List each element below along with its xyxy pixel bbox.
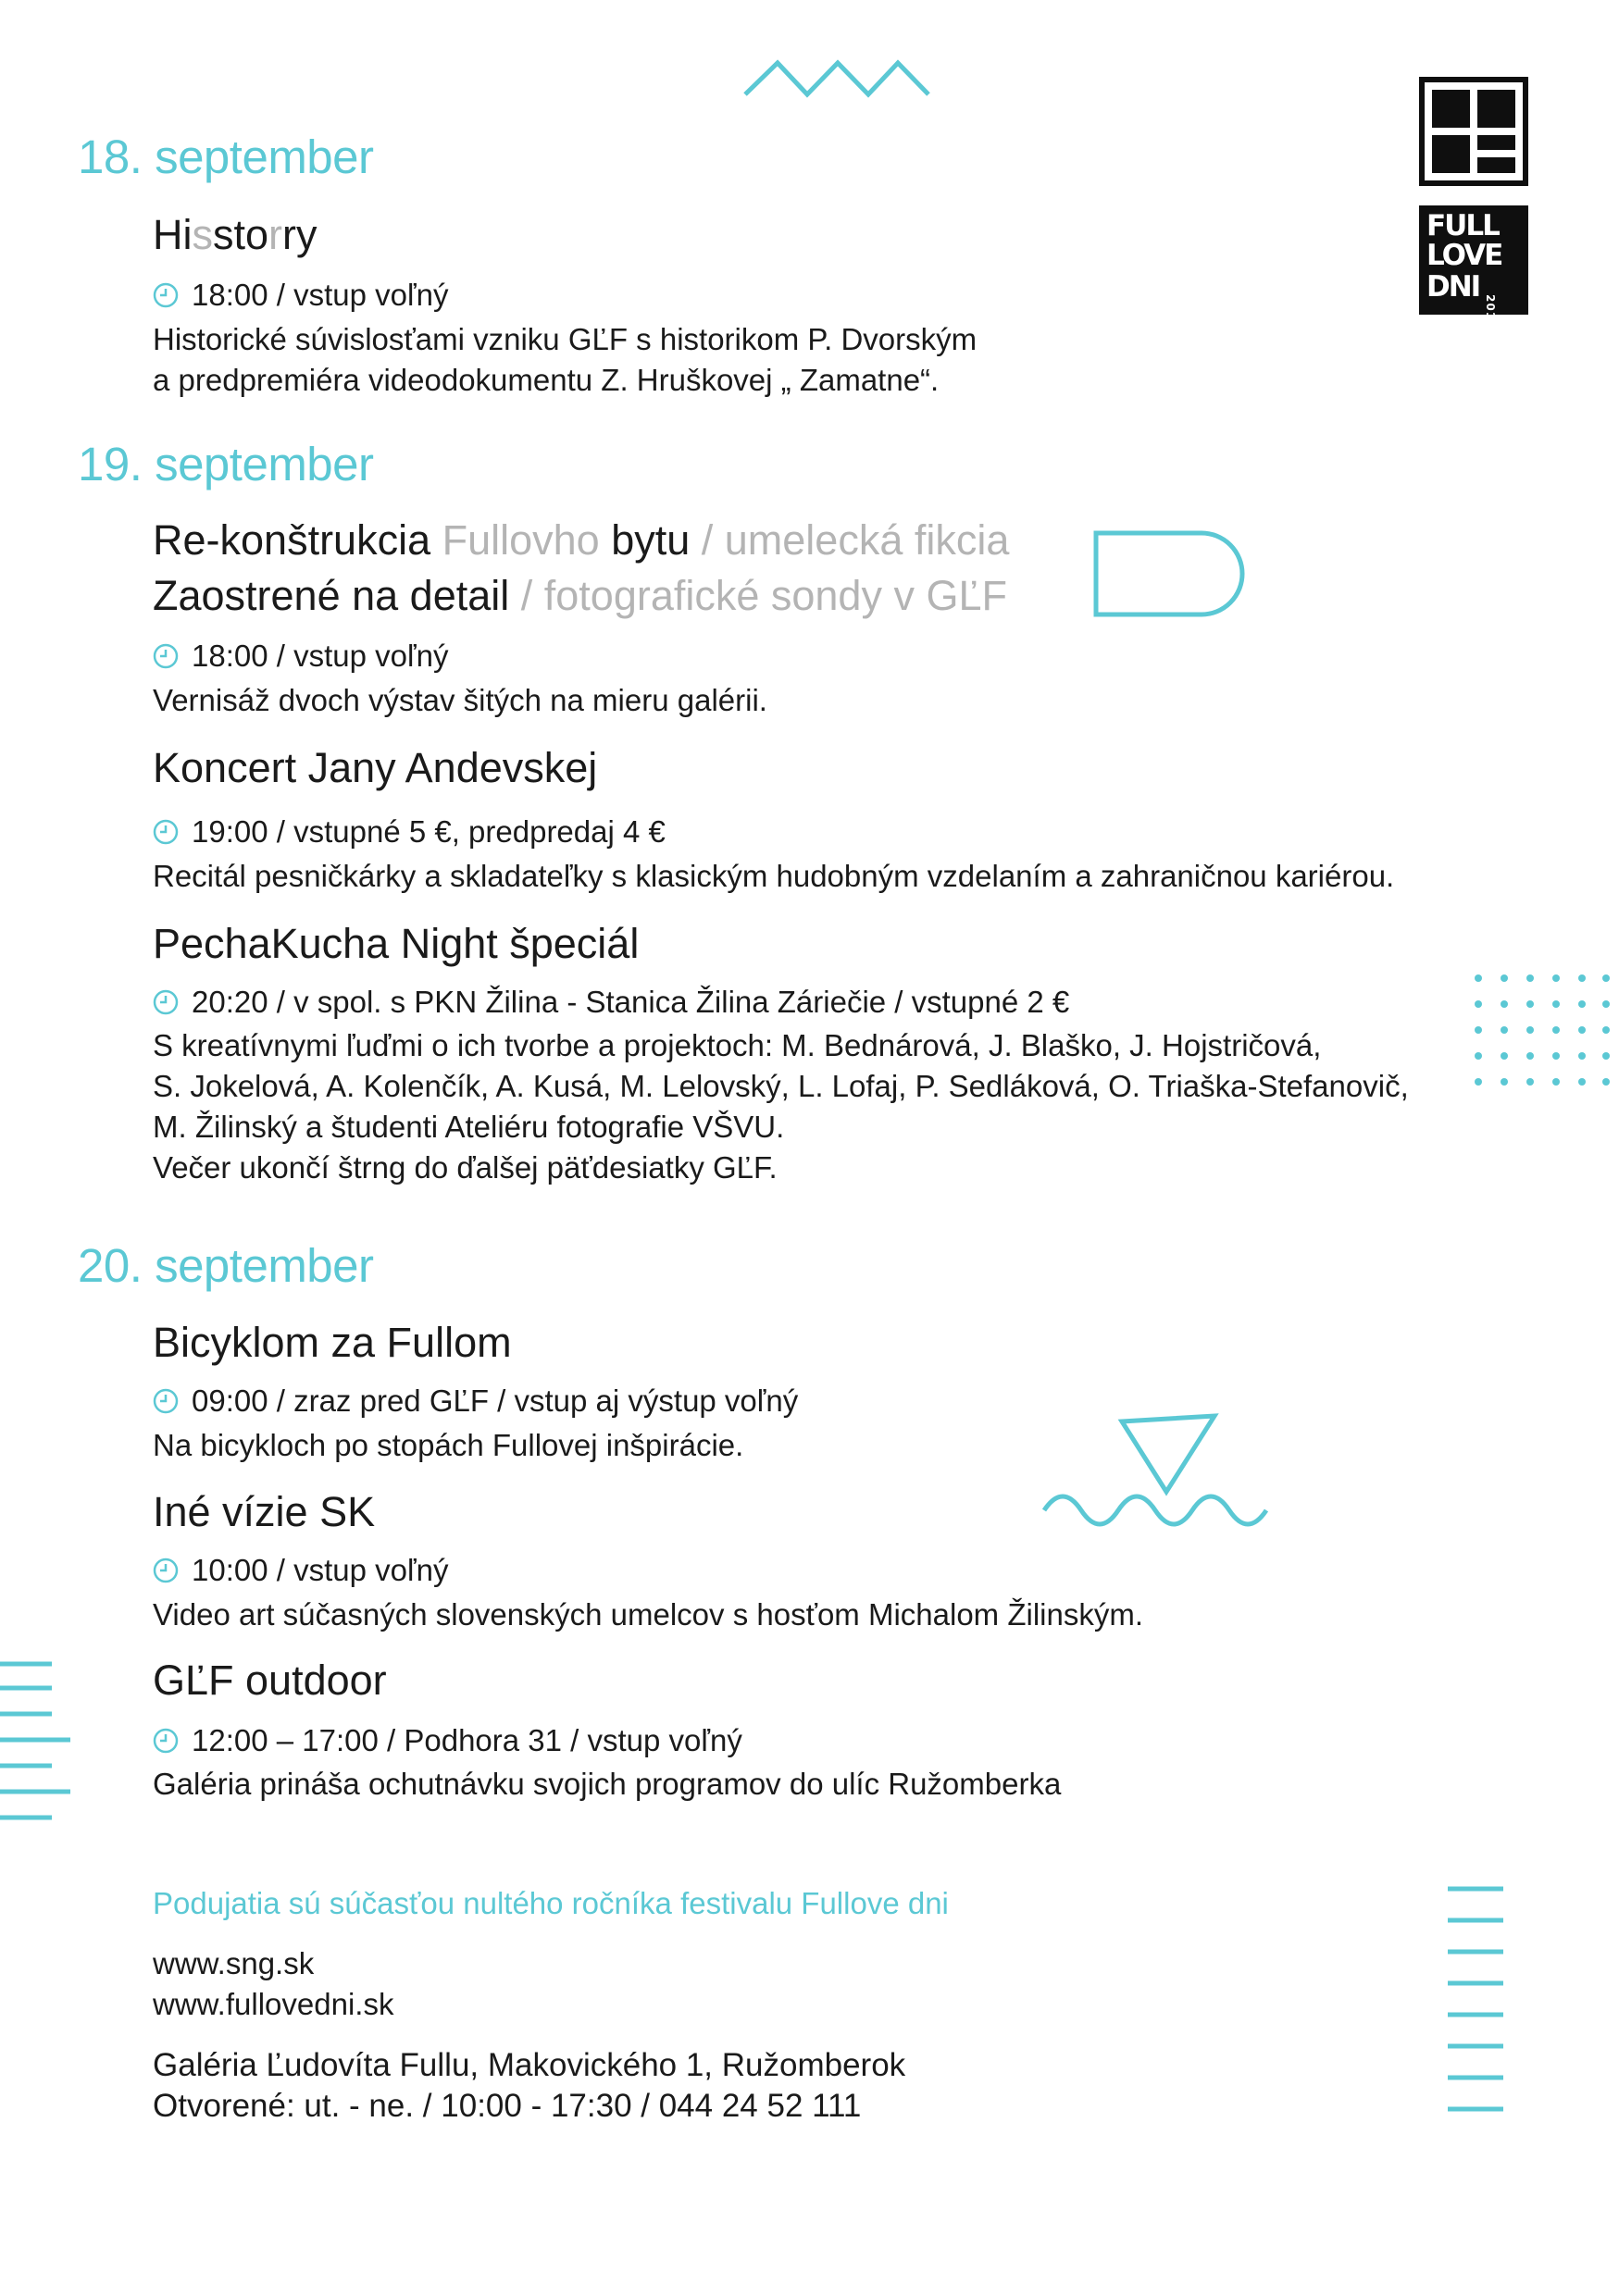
clock-icon	[153, 989, 179, 1015]
clock-icon	[153, 1388, 179, 1414]
dot-grid-decoration	[1467, 967, 1615, 1097]
event-title: Bicyklom za Fullom	[153, 1319, 512, 1366]
event-title: Hisstorry	[153, 211, 318, 258]
triangle-wave-decoration	[1037, 1407, 1277, 1536]
event-title: GĽF outdoor	[153, 1657, 387, 1704]
event-time: 18:00 / vstup voľný	[153, 278, 448, 313]
link-fullovedni[interactable]: www.fullovedni.sk	[153, 1987, 394, 2021]
website-links	[153, 1943, 393, 2025]
event-title: Zaostrené na detail / fotografické sondy v GĽF	[153, 572, 1007, 619]
date-heading: 19. september	[78, 438, 374, 490]
event-title: Re-konštrukcia Fullovho bytu / umelecká fikcia	[153, 516, 1010, 564]
event-time: 19:00 / vstupné 5 €, predpredaj 4 €	[153, 814, 666, 850]
logo-year: 2019	[1484, 294, 1497, 329]
clock-icon	[153, 1728, 179, 1754]
event-description: Historické súvislosťami vzniku GĽF s historikom P. Dvorským a predpremiéra videodokumentu Z. Hruškovej „ Zamatne“.	[153, 322, 978, 397]
festival-note: Podujatia sú súčasťou nultého ročníka festivalu Fullove dni	[153, 1886, 949, 1920]
logo-word-love: LOVE	[1426, 239, 1502, 272]
date-heading: 18. september	[78, 130, 374, 183]
event-description: S kreatívnymi ľuďmi o ich tvorbe a projektoch: M. Bednárová, J. Blaško, J. Hojstričová, S. Jokelová, A. Kolenčík, A. Kusá, M. Lelovský, L. Lofaj, P. Sedláková, O. Triaška-Stefanovič, M. Žilinský a študenti Ateliéru fotografie VŠVU. Večer ukončí štrng do ďalšej päťdesiatky GĽF.	[153, 1028, 1409, 1185]
date-heading: 20. september	[78, 1239, 374, 1292]
gallery-contact	[153, 2045, 905, 2127]
gallery-address: Galéria Ľudovíta Fullu, Makovického 1, Ružomberok	[153, 2047, 906, 2083]
line-stack-decoration-right	[1444, 1883, 1509, 2124]
event-description: Galéria prináša ochutnávku svojich programov do ulíc Ružomberka	[153, 1767, 1062, 1801]
glf-monogram-logo	[1419, 77, 1528, 186]
event-title: Iné vízie SK	[153, 1488, 376, 1535]
event-time: 09:00 / zraz pred GĽF / vstup aj výstup voľný	[153, 1384, 798, 1419]
d-shape-decoration	[1090, 527, 1257, 620]
event-description: Video art súčasných slovenských umelcov s hosťom Michalom Žilinským.	[153, 1597, 1143, 1632]
clock-icon	[153, 1558, 179, 1583]
event-description: Recitál pesničkárky a skladateľky s klasickým hudobným vzdelaním a zahraničnou kariérou.	[153, 859, 1395, 893]
event-title: Koncert Jany Andevskej	[153, 744, 598, 791]
event-title: PechaKucha Night špeciál	[153, 920, 640, 967]
event-description: Na bicykloch po stopách Fullovej inšpirácie.	[153, 1428, 744, 1462]
link-sng[interactable]: www.sng.sk	[153, 1946, 315, 1980]
logo-word-full: FULL	[1426, 209, 1499, 242]
fullove-dni-logo	[1419, 205, 1528, 329]
line-stack-decoration-left	[0, 1657, 74, 1842]
clock-icon	[153, 819, 179, 845]
event-time: 18:00 / vstup voľný	[153, 639, 448, 674]
clock-icon	[153, 282, 179, 308]
event-description: Vernisáž dvoch výstav šitých na mieru galérii.	[153, 683, 767, 717]
opening-hours: Otvorené: ut. - ne. / 10:00 - 17:30 / 044 24 52 111	[153, 2088, 862, 2124]
event-time: 12:00 – 17:00 / Podhora 31 / vstup voľný	[153, 1723, 742, 1758]
zigzag-decoration	[741, 56, 935, 102]
event-time: 10:00 / vstup voľný	[153, 1553, 448, 1588]
clock-icon	[153, 643, 179, 669]
logo-word-dni: DNI	[1426, 270, 1480, 304]
event-time: 20:20 / v spol. s PKN Žilina - Stanica Žilina Záriečie / vstupné 2 €	[153, 985, 1069, 1020]
